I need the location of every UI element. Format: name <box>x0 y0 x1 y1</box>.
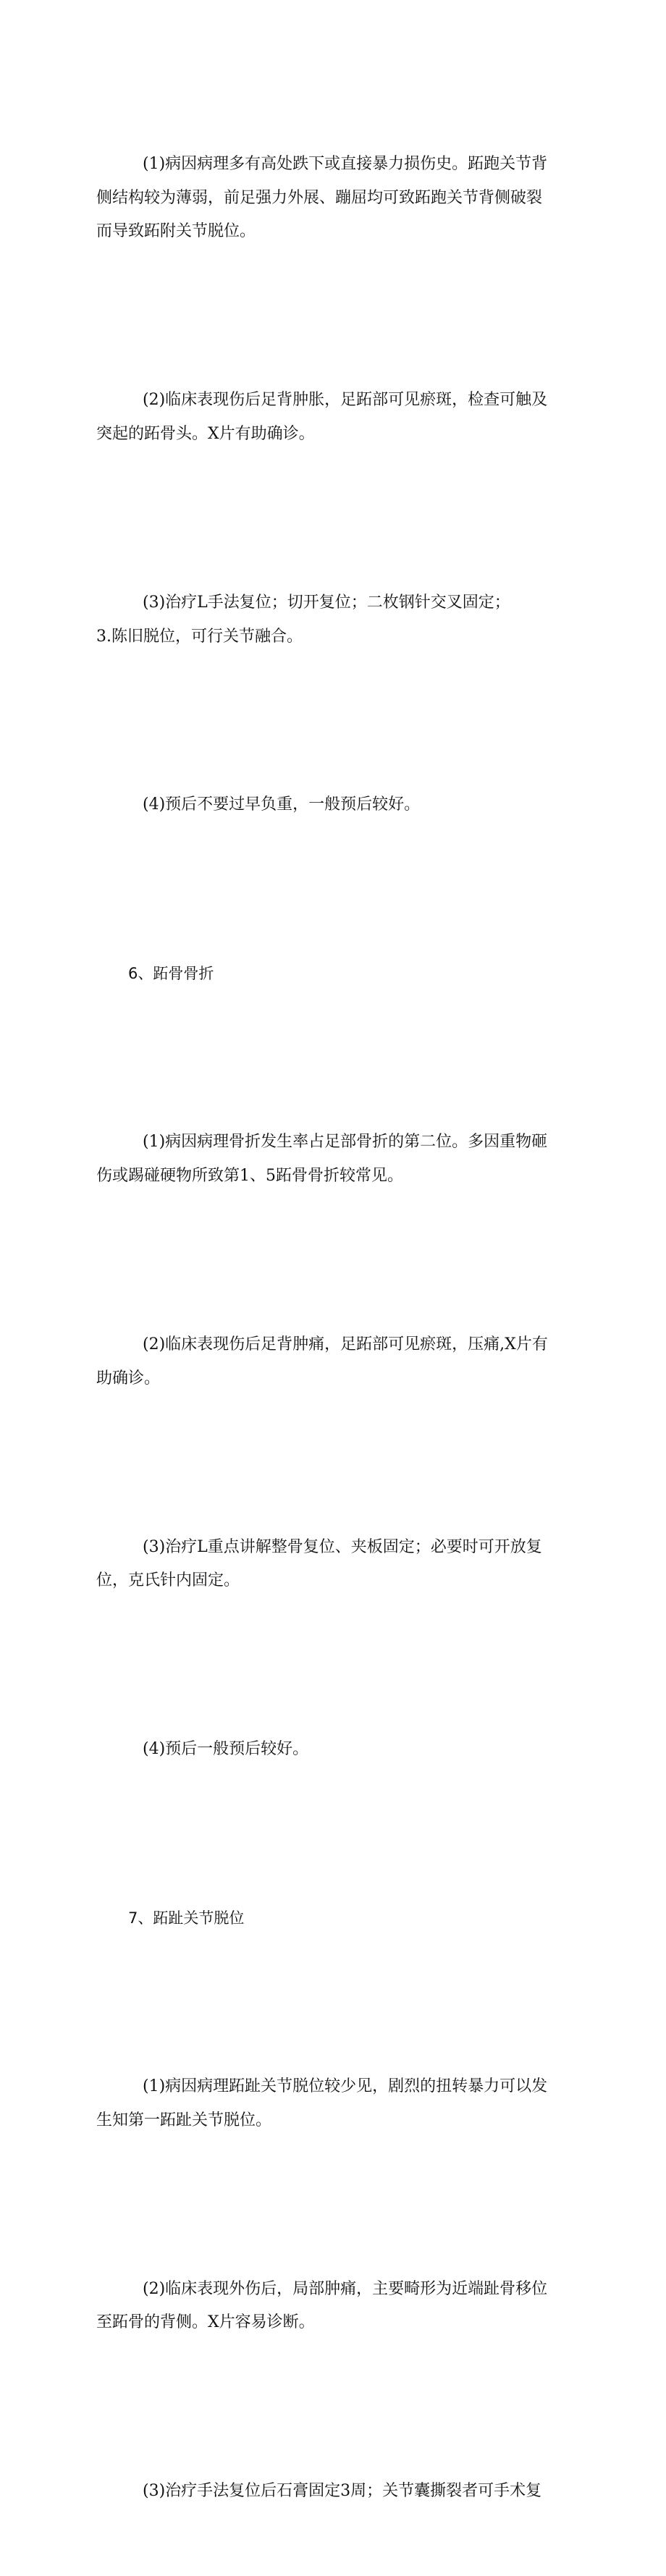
paragraph <box>96 721 576 890</box>
section-heading <box>96 890 576 1058</box>
paragraph <box>96 2205 576 2407</box>
heading-text: 7、跖趾关节脱位 <box>128 1909 245 1927</box>
paragraph-line: (3)治疗手法复位后石膏固定3周；关节囊撕裂者可手术复 <box>143 2482 542 2501</box>
paragraph-line: (2)临床表现伤后足背肿胀，足跖部可见瘀斑，检查可触及 <box>143 391 548 410</box>
paragraph-line: (2)临床表现伤后足背肿痛，足跖部可见瘀斑，压痛,X片有 <box>143 1335 548 1354</box>
paragraph-line: (1)病因病理跖趾关节脱位较少见，剧烈的扭转暴力可以发 <box>143 2077 548 2096</box>
paragraph <box>96 1261 576 1464</box>
paragraph-line: 突起的跖骨头。X片有助确诊。 <box>96 424 315 443</box>
paragraph-line: (4)预后不要过早负重，一般预后较好。 <box>143 795 421 814</box>
paragraph-line: 助确诊。 <box>96 1369 161 1388</box>
paragraph-line: (4)预后一般预后较好。 <box>143 1740 309 1759</box>
paragraph-line: 而导致跖附关节脱位。 <box>96 222 256 241</box>
paragraph-line: 侧结构较为薄弱，前足强力外展、蹦屈均可致跖跑关节背侧破裂 <box>96 188 543 207</box>
paragraph-line: (2)临床表现外伤后，局部肿痛，主要畸形为近端趾骨移位 <box>143 2279 548 2298</box>
paragraph-line: (3)治疗L重点讲解整骨复位、夹板固定；必要时可开放复 <box>143 1537 542 1556</box>
heading-text: 6、跖骨骨折 <box>128 965 214 983</box>
paragraph-line: (3)治疗L手法复位；切开复位；二枚钢针交叉固定； <box>143 593 510 612</box>
paragraph <box>96 519 576 722</box>
paragraph <box>96 1463 576 1665</box>
paragraph-line: (1)病因病理多有高处跌下或直接暴力损伤史。跖跑关节背 <box>143 155 548 174</box>
paragraph-line: 生知第一跖趾关节脱位。 <box>96 2111 272 2129</box>
paragraph <box>96 1058 576 1261</box>
paragraph <box>96 316 576 519</box>
paragraph <box>96 2003 576 2205</box>
paragraph-line: 伤或踢碰硬物所致第1、5跖骨骨折较常见。 <box>96 1167 403 1185</box>
paragraph <box>96 1665 576 1834</box>
paragraph-line: 3.陈旧脱位，可行关节融合。 <box>96 627 303 646</box>
document-body <box>96 80 576 2576</box>
paragraph-line: 位，克氏针内固定。 <box>96 1571 240 1590</box>
paragraph-line: (1)病因病理骨折发生率占足部骨折的第二位。多因重物砸 <box>143 1133 548 1152</box>
paragraph <box>96 2407 576 2576</box>
paragraph-line: 至跖骨的背侧。X片容易诊断。 <box>96 2313 315 2332</box>
paragraph <box>96 80 576 316</box>
section-heading <box>96 1834 576 2003</box>
